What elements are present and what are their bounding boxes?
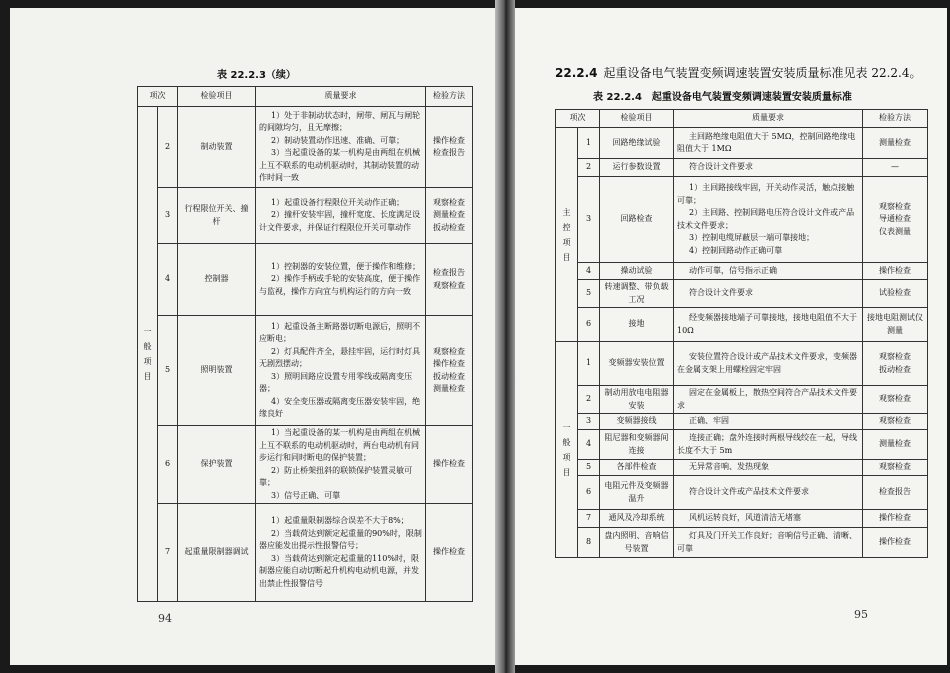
quality-requirement-cell (256, 316, 426, 426)
table-row (556, 280, 928, 308)
table-row (556, 308, 928, 342)
item-number-cell: 1 (578, 342, 600, 386)
inspection-item-cell: 制动装置 (178, 107, 256, 188)
inspection-method-cell: 测量检查 (863, 128, 928, 159)
requirement-line: 风机运转良好，风道清洁无堵塞 (689, 513, 801, 523)
inspection-method-cell: 操作检查 (426, 426, 473, 504)
item-number-cell: 3 (578, 414, 600, 430)
header-cell: 质量要求 (256, 87, 426, 107)
item-number-cell: 6 (578, 476, 600, 510)
requirement-line: 2）制动装置动作迅速、准确、可靠； (271, 135, 405, 145)
quality-requirement-cell (256, 244, 426, 316)
page-number: 95 (854, 608, 868, 621)
requirement-line: 3）控制电缆屏蔽层一端可靠接地； (689, 233, 815, 242)
inspection-method-cell: 检查报告 观察检查 (426, 244, 473, 316)
table-row (556, 430, 928, 460)
requirement-line: 2）灯具配件齐全，悬挂牢固，运行时灯具无剧烈摆动； (259, 346, 421, 368)
inspection-item-cell: 阻尼器和变频器间连接 (600, 430, 674, 460)
requirement-line: 2）当载荷达到额定起重量的90%时，限制器应能发出提示性报警信号； (259, 528, 422, 550)
requirement-line: 1）当起重设备的某一机构是由两组在机械上互不联系的电动机驱动时，两台电动机有同步运行和同时断电的保护装置； (259, 428, 421, 462)
requirement-line: 2）主回路、控制回路电压符合设计文件或产品技术文件要求； (677, 208, 855, 230)
header-cell: 检验方法 (426, 87, 473, 107)
inspection-method-cell: 观察检查 (863, 386, 928, 414)
requirement-line: 1）主回路接线牢固，开关动作灵活，触点接触可靠； (677, 183, 855, 205)
requirement-line: 安装位置符合设计或产品技术文件要求，变频器在金属支架上用螺栓固定牢固 (677, 352, 857, 374)
table-row (556, 476, 928, 510)
requirement-line: 符合设计文件要求 (689, 162, 753, 172)
inspection-method-cell: 观察检查 扳动检查 (863, 342, 928, 386)
header-cell: 项次 (138, 87, 178, 107)
right-table-title: 表 22.2.4 起重设备电气装置变频调速装置安装质量标准 (593, 92, 852, 103)
requirement-line: 3）当载荷达到额定起重量的110%时，限制器应能自动切断起升机构电动机电源，并发出禁止性报警信号 (259, 553, 419, 588)
requirement-line: 符合设计文件要求 (689, 288, 753, 298)
table-row (138, 188, 473, 244)
item-number-cell: 8 (578, 528, 600, 558)
right-header-row (556, 110, 928, 128)
table-row (556, 510, 928, 528)
inspection-item-cell: 保护装置 (178, 426, 256, 504)
item-number-cell: 4 (158, 244, 178, 316)
group-label-cell: 主 控 项 目 (556, 128, 578, 342)
requirement-line: 1）控制器的安装位置，便于操作和维修； (271, 261, 421, 271)
table-row (556, 263, 928, 280)
requirement-line: 2）撞杆安装牢固，撞杆宽度、长度满足设计文件要求，并保证行程限位开关可靠动作 (259, 210, 421, 232)
quality-requirement-cell (256, 188, 426, 244)
item-number-cell: 5 (578, 280, 600, 308)
header-cell: 检验方法 (863, 110, 928, 128)
left-table-title: 表 22.2.3（续） (217, 70, 296, 81)
inspection-method-cell: 测量检查 (863, 430, 928, 460)
inspection-item-cell: 变频器安装位置 (600, 342, 674, 386)
item-number-cell: 2 (158, 107, 178, 188)
requirement-line: 经变频器接地端子可靠接地，接地电阻值不大于 10Ω (677, 313, 857, 335)
inspection-method-cell: 操作检查 检查报告 (426, 107, 473, 188)
inspection-method-cell: 操作检查 (863, 528, 928, 558)
inspection-method-cell: 观察检查 (863, 414, 928, 430)
item-number-cell: 6 (578, 308, 600, 342)
quality-requirement-cell (674, 414, 863, 430)
table-row (138, 107, 473, 188)
item-number-cell: 6 (158, 426, 178, 504)
item-number-cell: 5 (578, 460, 600, 476)
requirement-line: 符合设计文件或产品技术文件要求 (689, 487, 809, 497)
requirement-line: 固定在金属板上，散热空间符合产品技术文件要求 (677, 388, 857, 410)
quality-requirement-cell (674, 460, 863, 476)
item-number-cell: 1 (578, 128, 600, 159)
quality-requirement-cell (674, 528, 863, 558)
table-row (556, 342, 928, 386)
quality-requirement-cell (674, 386, 863, 414)
item-number-cell: 5 (158, 316, 178, 426)
inspection-item-cell: 控制器 (178, 244, 256, 316)
table-row (556, 159, 928, 177)
inspection-item-cell: 变频器接线 (600, 414, 674, 430)
item-number-cell: 7 (578, 510, 600, 528)
table-row (556, 528, 928, 558)
section-text: 起重设备电气装置变频调速装置安装质量标准见表 22.2.4。 (603, 66, 922, 80)
quality-requirement-cell (256, 426, 426, 504)
inspection-method-cell: 检查报告 (863, 476, 928, 510)
inspection-item-cell: 接地 (600, 308, 674, 342)
quality-requirement-cell (674, 280, 863, 308)
inspection-item-cell: 电阻元件及变频器温升 (600, 476, 674, 510)
table-row (138, 244, 473, 316)
requirement-line: 3）当起重设备的某一机构是由两组在机械上互不联系的电动机驱动时，其制动装置的动作时间一致 (259, 148, 421, 182)
requirement-line: 1）起重设备行程限位开关动作正确； (271, 197, 405, 207)
group-label-cell: 一 般 项 目 (138, 107, 158, 602)
right-page (515, 8, 947, 665)
inspection-method-cell: 操作检查 (863, 263, 928, 280)
left-quality-table (137, 86, 473, 602)
section-heading (555, 64, 922, 81)
quality-requirement-cell (256, 107, 426, 188)
inspection-method-cell: 观察检查 测量检查 扳动检查 (426, 188, 473, 244)
item-number-cell: 4 (578, 263, 600, 280)
requirement-line: 灯具及门开关工作良好；音响信号正确、清晰、可靠 (677, 531, 857, 553)
inspection-method-cell: 观察检查 导通检查 仪表测量 (863, 177, 928, 263)
group-label-cell: 一 般 项 目 (556, 342, 578, 558)
quality-requirement-cell (674, 430, 863, 460)
requirement-line: 4）安全变压器或隔离变压器安装牢固，绝缘良好 (259, 396, 421, 418)
header-cell: 质量要求 (674, 110, 863, 128)
requirement-line: 无异常音响、发热现象 (689, 462, 769, 472)
section-number: 22.2.4 (555, 66, 598, 80)
right-quality-table (555, 109, 928, 558)
quality-requirement-cell (674, 159, 863, 177)
table-row (556, 177, 928, 263)
inspection-method-cell: 操作检查 (426, 504, 473, 602)
table-row (138, 426, 473, 504)
requirement-line: 3）照明回路应设置专用零线或隔离变压器； (259, 371, 413, 393)
quality-requirement-cell (674, 177, 863, 263)
quality-requirement-cell (674, 342, 863, 386)
table-row (556, 414, 928, 430)
inspection-method-cell: 接地电阻测试仪测量 (863, 308, 928, 342)
quality-requirement-cell (674, 263, 863, 280)
table-row (138, 504, 473, 602)
table-row (556, 128, 928, 159)
requirement-line: 连接正确；盘外连接时两根导线绞在一起，导线长度不大于 5m (677, 433, 857, 455)
inspection-item-cell: 行程限位开关、撞杆 (178, 188, 256, 244)
requirement-line: 动作可靠，信号指示正确 (689, 265, 777, 275)
left-page (10, 8, 495, 665)
requirement-line: 2）防止桥架扭斜的联锁保护装置灵敏可靠； (259, 465, 413, 487)
header-cell: 项次 (556, 110, 600, 128)
item-number-cell: 2 (578, 386, 600, 414)
requirement-line: 正确、牢固 (689, 416, 729, 426)
quality-requirement-cell (674, 510, 863, 528)
page-number: 94 (158, 612, 172, 625)
table-row (556, 460, 928, 476)
quality-requirement-cell (674, 308, 863, 342)
inspection-item-cell: 回路绝缘试验 (600, 128, 674, 159)
book-gutter (495, 0, 515, 673)
item-number-cell: 2 (578, 159, 600, 177)
requirement-line: 1）起重量限制器综合误差不大于8%； (271, 516, 409, 525)
requirement-line: 1）起重设备主断路器切断电源后，照明不应断电； (259, 321, 421, 343)
inspection-item-cell: 制动用放电电阻器安装 (600, 386, 674, 414)
header-cell: 检验项目 (178, 87, 256, 107)
inspection-method-cell: 操作检查 (863, 510, 928, 528)
table-row (138, 316, 473, 426)
requirement-line: 4）控制回路动作正确可靠 (689, 245, 783, 255)
left-header-row (138, 87, 473, 107)
item-number-cell: 3 (158, 188, 178, 244)
inspection-method-cell: — (863, 159, 928, 177)
item-number-cell: 4 (578, 430, 600, 460)
inspection-item-cell: 转速调整、带负载工况 (600, 280, 674, 308)
inspection-method-cell: 观察检查 操作检查 扳动检查 测量检查 (426, 316, 473, 426)
inspection-item-cell: 盘内照明、音响信号装置 (600, 528, 674, 558)
header-cell: 检验项目 (600, 110, 674, 128)
quality-requirement-cell (674, 476, 863, 510)
requirement-line: 3）信号正确、可靠 (271, 490, 341, 500)
inspection-item-cell: 操动试验 (600, 263, 674, 280)
inspection-item-cell: 起重量限制器调试 (178, 504, 256, 602)
requirement-line: 主回路绝缘电阻值大于 5MΩ，控制回路绝缘电阻值大于 1MΩ (677, 131, 856, 153)
item-number-cell: 3 (578, 177, 600, 263)
requirement-line: 2）操作手柄或手轮的安装高度，便于操作与监视，操作方向宜与机构运行的方向一致 (259, 274, 421, 296)
inspection-item-cell: 回路检查 (600, 177, 674, 263)
inspection-method-cell: 试验检查 (863, 280, 928, 308)
inspection-item-cell: 运行参数设置 (600, 159, 674, 177)
inspection-item-cell: 照明装置 (178, 316, 256, 426)
inspection-method-cell: 观察检查 (863, 460, 928, 476)
requirement-line: 1）处于非制动状态时，闸带、闸瓦与闸轮的间隙均匀，且无摩擦； (259, 110, 421, 132)
quality-requirement-cell (256, 504, 426, 602)
inspection-item-cell: 各部件检查 (600, 460, 674, 476)
quality-requirement-cell (674, 128, 863, 159)
inspection-item-cell: 通风及冷却系统 (600, 510, 674, 528)
table-row (556, 386, 928, 414)
item-number-cell: 7 (158, 504, 178, 602)
